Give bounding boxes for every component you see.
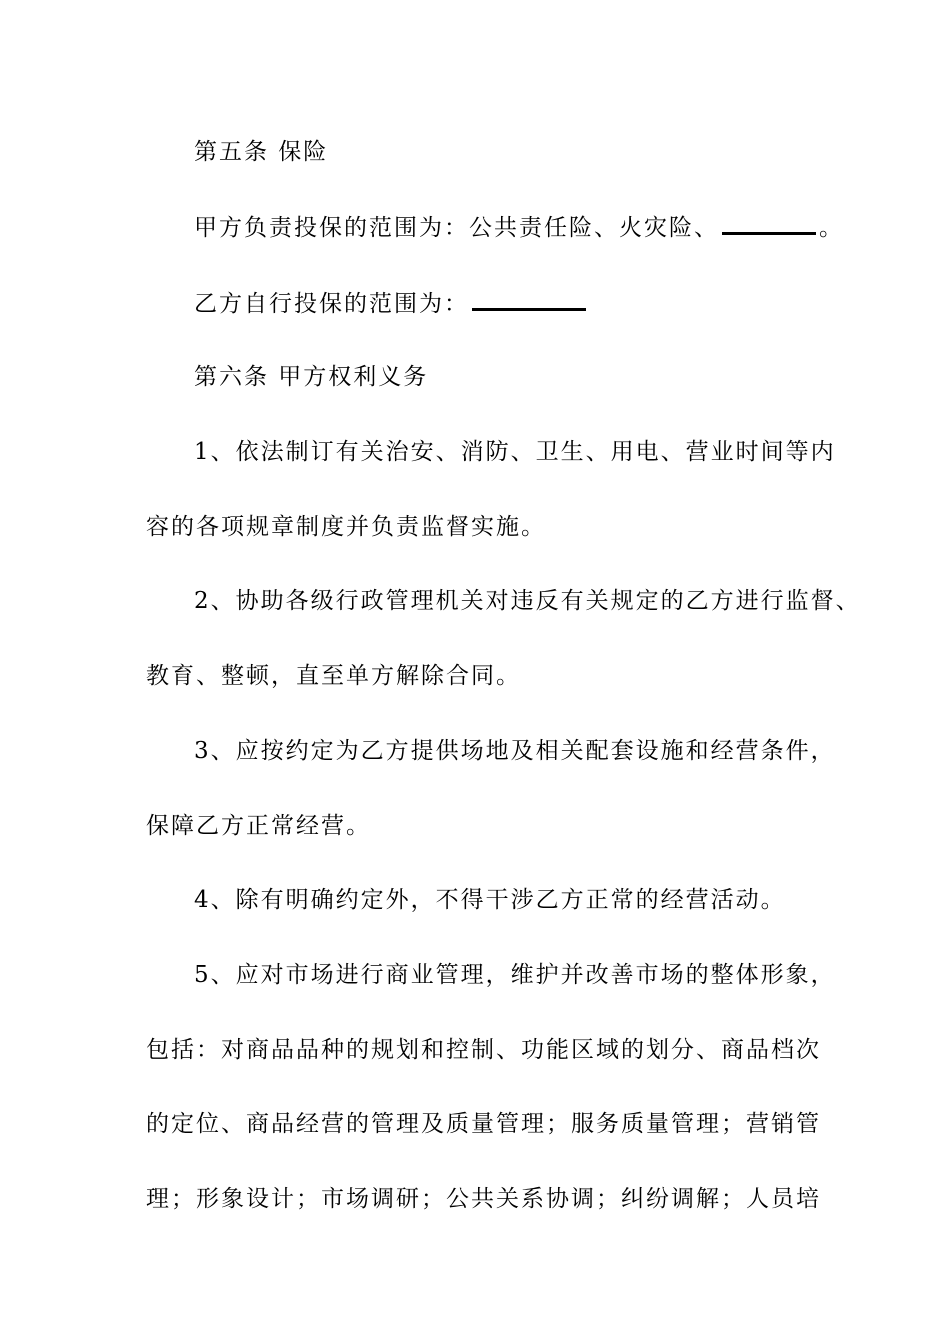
clause-3-line-2: 保障乙方正常经营。 (146, 813, 371, 839)
clause-3-line-1: 3、应按约定为乙方提供场地及相关配套设施和经营条件， (194, 738, 836, 764)
clause-5-line-1: 5、应对市场进行商业管理，维护并改善市场的整体形象， (194, 962, 836, 988)
clause-5-line-2: 包括：对商品品种的规划和控制、功能区域的划分、商品档次 (146, 1037, 821, 1063)
clause-2-line-1: 2、协助各级行政管理机关对违反有关规定的乙方进行监督、 (194, 588, 861, 614)
party-b-insurance-scope: 乙方自行投保的范围为： (194, 289, 589, 319)
article-6-heading: 第六条 甲方权利义务 (194, 364, 429, 390)
clause-1-line-1: 1、依法制订有关治安、消防、卫生、用电、营业时间等内 (194, 439, 836, 465)
clause-2-line-2: 教育、整顿，直至单方解除合同。 (146, 663, 521, 689)
clause-5-line-3: 的定位、商品经营的管理及质量管理；服务质量管理；营销管 (146, 1111, 821, 1137)
clause-1-line-2: 容的各项规章制度并负责监督实施。 (146, 514, 546, 540)
article-5-heading: 第五条 保险 (194, 139, 329, 165)
fill-in-blank (722, 228, 816, 235)
party-a-insurance-scope: 甲方负责投保的范围为：公共责任险、火灾险、 。 (194, 215, 844, 241)
fill-in-blank (472, 304, 586, 311)
clause-5-line-4: 理；形象设计；市场调研；公共关系协调；纠纷调解；人员培 (146, 1186, 821, 1212)
clause-4: 4、除有明确约定外，不得干涉乙方正常的经营活动。 (194, 887, 786, 913)
